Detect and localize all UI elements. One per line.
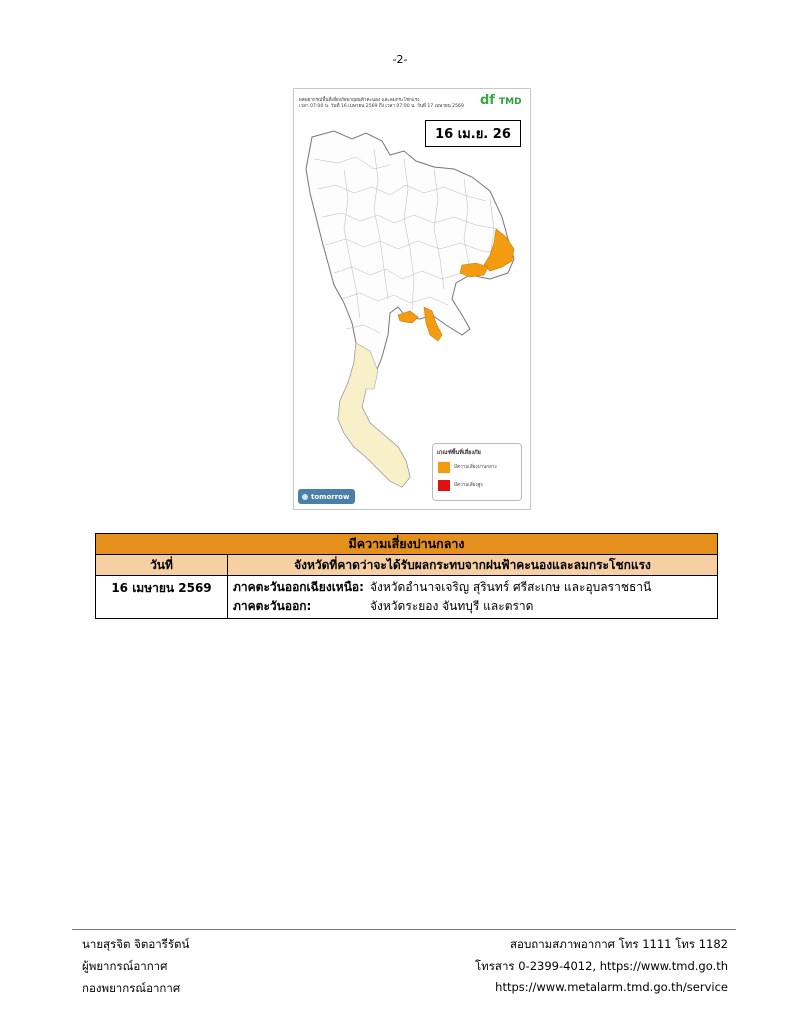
- tmd-logo: TMD: [499, 97, 522, 107]
- legend-item-high: [438, 480, 483, 491]
- region-name-east: ภาคตะวันออก:: [233, 599, 312, 613]
- risk-table: [95, 533, 718, 619]
- table-row: [96, 576, 718, 619]
- tomorrow-label: tomorrow: [311, 492, 350, 501]
- forecaster-name: นายสุรจิต จิตอารีรัตน์: [82, 937, 190, 951]
- map-header-line-2: เวลา 07:00 น. วันที่ 16 เมษายน 2569 ถึง เวลา 07:00 น. วันที่ 17 เมษายน 2569: [299, 104, 464, 109]
- contact-fax-website: โทรสาร 0-2399-4012, https://www.tmd.go.th: [475, 959, 728, 973]
- legend-label-medium: มีความเสี่ยงปานกลาง: [454, 465, 497, 470]
- contact-phone: สอบถามสภาพอากาศ โทร 1111 โทร 1182: [510, 937, 728, 951]
- forecast-division: กองพยากรณ์อากาศ: [82, 981, 181, 995]
- legend-item-medium: [438, 462, 497, 473]
- contact-metalarm-link[interactable]: https://www.metalarm.tmd.go.th/service: [495, 980, 728, 994]
- risk-table-header-row: [96, 555, 718, 576]
- thailand-outline: [306, 131, 514, 487]
- page-number: -2-: [392, 53, 408, 66]
- row-date: 16 เมษายน 2569: [96, 576, 228, 619]
- legend-swatch-high: [438, 480, 450, 491]
- region-line-east: [233, 597, 717, 616]
- df-logo: df: [480, 93, 495, 108]
- southern-region: [338, 343, 410, 487]
- tomorrow-icon: [302, 494, 308, 500]
- risk-table-title: มีความเสี่ยงปานกลาง: [96, 534, 718, 555]
- header-date: วันที่: [96, 555, 228, 576]
- risk-map: [293, 88, 531, 510]
- region-line-northeast: [233, 578, 717, 597]
- map-header-line-1: ผลพยากรณ์พื้นที่เสี่ยงภัยพายุฝนฟ้าคะนอง และลมกระโชกแรง: [299, 98, 420, 103]
- region-provinces-east: จังหวัดระยอง จันทบุรี และตราด: [370, 599, 534, 613]
- legend-label-high: มีความเสี่ยงสูง: [454, 483, 483, 488]
- header-provinces: จังหวัดที่คาดว่าจะได้รับผลกระทบจากฝนฟ้าคะนองและลมกระโชกแรง: [228, 555, 718, 576]
- region-name-northeast: ภาคตะวันออกเฉียงเหนือ:: [233, 580, 364, 594]
- risk-table-title-row: [96, 534, 718, 555]
- map-legend: [432, 443, 522, 501]
- map-date-label: 16 เม.ย. 26: [425, 120, 521, 147]
- forecaster-title: ผู้พยากรณ์อากาศ: [82, 959, 168, 973]
- legend-title: เกณฑ์พื้นที่เสี่ยงภัย: [437, 450, 481, 456]
- map-header: [299, 98, 464, 110]
- footer-divider: [72, 929, 736, 930]
- legend-swatch-medium: [438, 462, 450, 473]
- tomorrow-badge: [298, 489, 355, 504]
- row-details: [228, 576, 718, 619]
- region-provinces-northeast: จังหวัดอำนาจเจริญ สุรินทร์ ศรีสะเกษ และอุบลราชธานี: [370, 580, 652, 594]
